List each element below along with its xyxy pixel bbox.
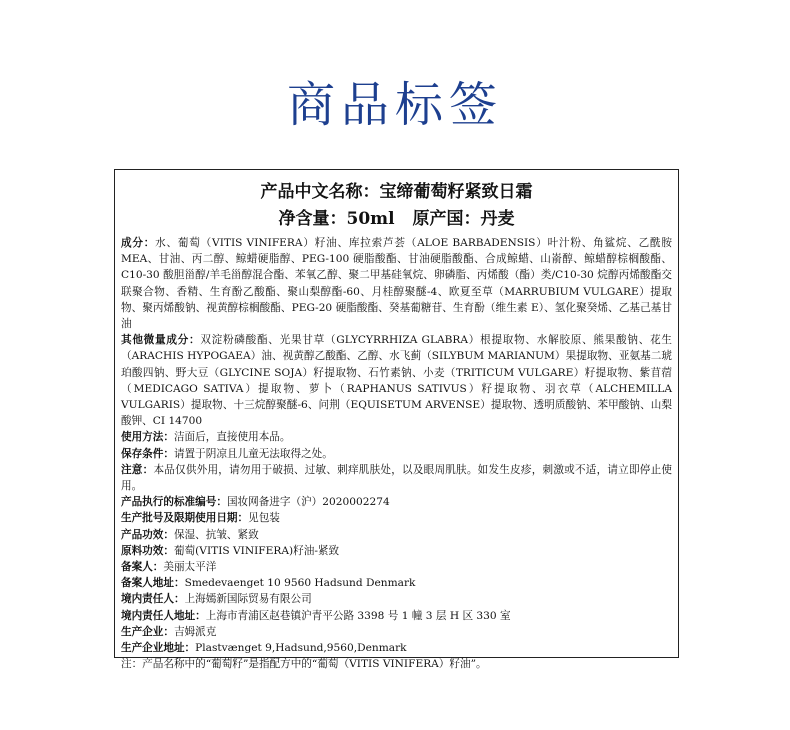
field-value: 吉姆派克 — [173, 625, 217, 638]
field-row — [121, 575, 672, 591]
field-row — [121, 640, 672, 656]
field-key: 产品功效： — [121, 528, 174, 541]
field-value: 见包装 — [248, 512, 280, 525]
net-content-line — [121, 205, 672, 233]
field-row — [121, 559, 672, 575]
product-name: 产品中文名称：宝缔葡萄籽紧致日霜 — [260, 182, 533, 202]
field-row — [121, 608, 672, 624]
ingredients-section — [121, 235, 672, 332]
ingredients-text: 水、葡萄（VITIS VINIFERA）籽油、库拉索芦荟（ALOE BARBADENSIS）叶汁粉、角鲨烷、乙酰胺 MEA、甘油、丙二醇、鲸蜡硬脂醇、PEG-100 硬脂酸酯、甘油硬脂酸酯、合成鲸蜡、山嵛醇、鲸蜡醇棕榈酸酯、C10-30 酸胆甾醇/羊毛甾醇混合酯、苯氧乙醇、聚二甲基硅氧烷、卵磷脂、丙烯酸（酯）类/C10-30 烷醇丙烯酸酯交联聚合物、香精、生育酚乙酸酯、聚山梨醇酯-60、月桂醇聚醚-4、欧夏至草（MARRUBIUM VULGARE）提取物、聚丙烯酸钠、视黄醇棕榈酸酯、PEG-20 硬脂酸酯、癸基葡糖苷、生育酚（维生素 E）、氢化聚癸烯、乙基己基甘油 — [121, 237, 672, 331]
field-key: 生产批号及限期使用日期： — [121, 512, 249, 525]
storage-text: 请置于阴凉且儿童无法取得之处。 — [173, 447, 333, 460]
field-key: 生产企业地址： — [121, 642, 196, 655]
usage-section — [121, 429, 672, 445]
field-key: 生产企业： — [121, 625, 174, 638]
page-title: 商品标签 — [286, 77, 503, 133]
field-row — [121, 624, 672, 640]
field-key: 原料功效： — [121, 544, 174, 557]
caution-label: 注意： — [121, 463, 154, 476]
field-value: 国妆网备进字（沪）2020002274 — [226, 496, 390, 509]
field-value: 上海市青浦区赵巷镇沪青平公路 3398 号 1 幢 3 层 H 区 330 室 — [205, 609, 511, 622]
field-key: 备案人地址： — [121, 577, 185, 590]
product-label — [114, 169, 679, 671]
storage-section — [121, 446, 672, 462]
origin-country: 原产国：丹麦 — [412, 209, 515, 229]
field-key: 境内责任人： — [121, 593, 185, 606]
trace-ingredients-label: 其他微量成分： — [121, 334, 201, 347]
field-key: 产品执行的标准编号： — [121, 496, 227, 509]
footnote: 注：产品名称中的“葡萄籽”是指配方中的“葡萄（VITIS VINIFERA）籽油”。 — [121, 658, 487, 671]
field-value: Plastvænget 9,Hadsund,9560,Denmark — [195, 642, 407, 655]
field-row — [121, 543, 672, 559]
trace-ingredients-text: 双淀粉磷酸酯、光果甘草（GLYCYRRHIZA GLABRA）根提取物、水解胶原、熊果酸钠、花生（ARACHIS HYPOGAEA）油、视黄醇乙酸酯、乙醇、水飞蓟（SILYBUM MARIANUM）果提取物、亚氨基二琥珀酸四钠、野大豆（GLYCINE SOJA）籽提取物、石竹素钠、小麦（TRITICUM VULGARE）籽提取物、紫苜蓿（MEDICAGO SATIVA）提取物、萝卜（RAPHANUS SATIVUS）籽提取物、羽衣草（ALCHEMILLA VULGARIS）提取物、十三烷醇聚醚-6、问荆（EQUISETUM ARVENSE）提取物、透明质酸钠、苯甲酸钠、山梨酸钾、CI 14700 — [121, 334, 672, 428]
caution-section — [121, 462, 672, 494]
field-row — [121, 591, 672, 607]
field-value: 葡萄(VITIS VINIFERA)籽油-紧致 — [173, 544, 340, 557]
field-value: 美丽太平洋 — [163, 561, 217, 574]
ingredients-label: 成分： — [121, 237, 156, 249]
field-row — [121, 494, 672, 510]
trace-ingredients-section — [121, 332, 672, 429]
usage-label: 使用方法： — [121, 431, 174, 444]
field-value: 保湿、抗皱、紧致 — [173, 528, 259, 541]
field-value: Smedevaenget 10 9560 Hadsund Denmark — [184, 577, 416, 590]
field-key: 备案人： — [121, 561, 164, 574]
storage-label: 保存条件： — [121, 447, 174, 460]
field-key: 境内责任人地址： — [121, 609, 206, 622]
field-row — [121, 527, 672, 543]
caution-text: 本品仅供外用，请勿用于破损、过敏、刺痒肌肤处，以及眼周肌肤。如发生皮疹，刺激或不适，请立即停止使用。 — [121, 463, 673, 493]
field-value: 上海嫣新国际贸易有限公司 — [184, 593, 312, 606]
net-content: 净含量：50ml — [278, 209, 395, 229]
usage-text: 洁面后，直接使用本品。 — [173, 431, 291, 444]
field-row — [121, 510, 672, 526]
